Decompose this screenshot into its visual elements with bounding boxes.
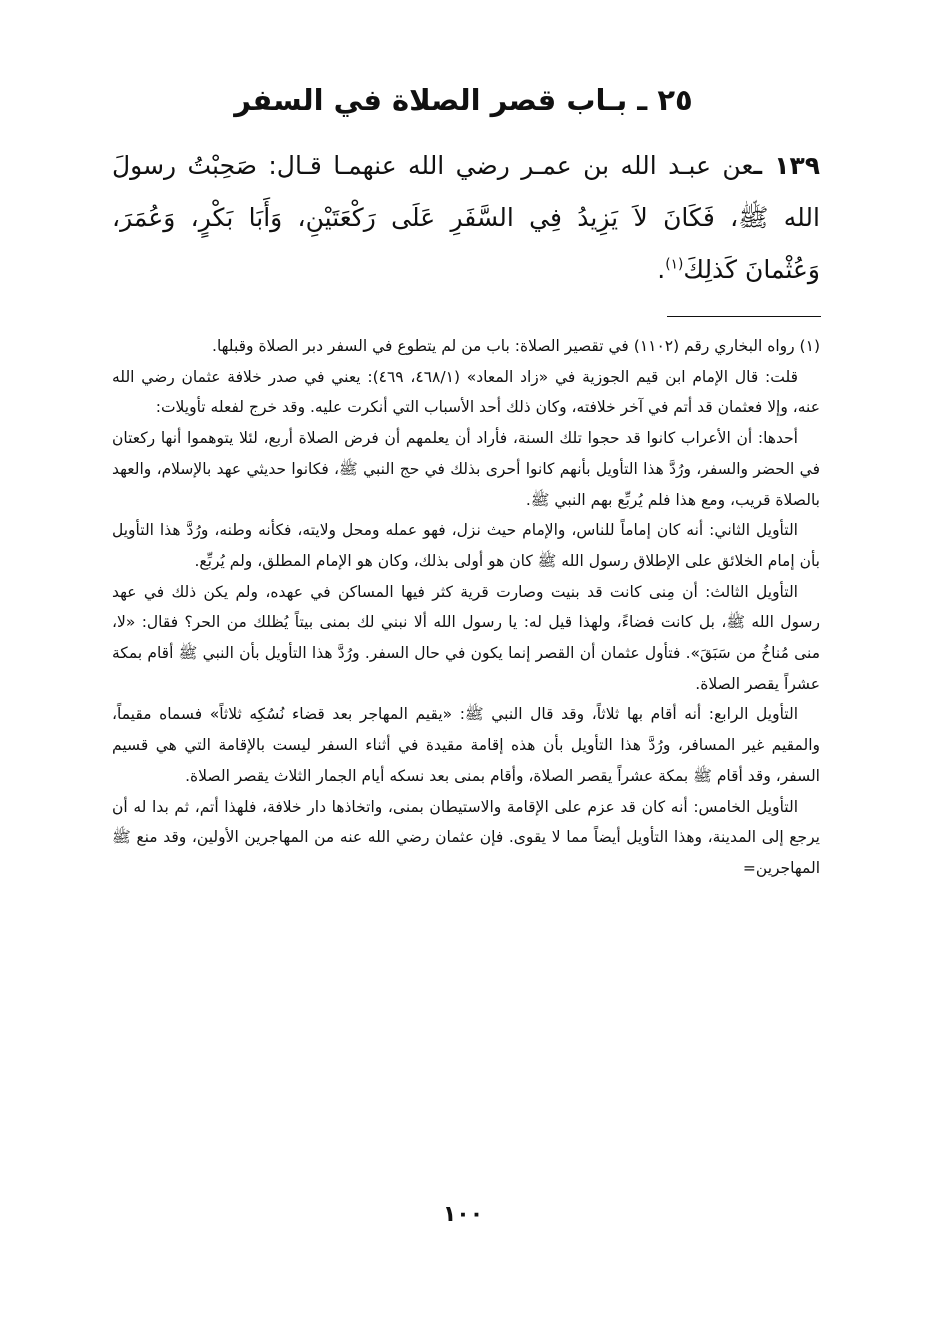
hadith-text: عن عبـد الله بن عمـر رضي الله عنهمـا قـال: صَحِبْتُ رسولَ الله ﷺ، فَكَانَ لاَ يَزِيدُ فِي السَّفَرِ عَلَى رَكْعَتَيْنِ، وَأَبَا بَكْرٍ، وَعُمَرَ، وَعُثْمانَ كَذلِكَ — [112, 151, 820, 284]
page-number: ١٠٠ — [442, 1202, 484, 1227]
chapter-title: ٢٥ ـ بـاب قصر الصلاة في السفر — [234, 83, 693, 117]
footnote-source: (١) رواه البخاري رقم (١١٠٢) في تقصير الصلاة: باب من لم يتطوع في السفر دبر الصلاة وقبلها. — [212, 337, 820, 355]
footnote-paragraph: أحدها: أن الأعراب كانوا قد حجوا تلك السنة، فأراد أن يعلمهم أن فرض الصلاة أربع، لئلا يتوهموا أنها ركعتان في الحضر والسفر، ورُدَّ هذا التأويل بأنهم كانوا أحرى بذلك في حج النبي ﷺ، فكانوا حديثي عهد بالإسلام، والعهد بالصلاة قريب، ومع هذا فلم يُربِّع بهم النبي ﷺ. — [112, 429, 820, 509]
footnote-paragraph: التأويل الخامس: أنه كان قد عزم على الإقامة والاستيطان بمنى، واتخاذها دار خلافة، فلهذا أتم، ثم بدا له أن يرجع إلى المدينة، وهذا التأويل أيضاً مما لا يقوى. فإن عثمان رضي الله عنه من المهاجرين الأولين، وقد منع ﷺ المهاجرين= — [112, 797, 820, 877]
hadith-end-period: . — [657, 255, 666, 284]
footnote-paragraph: التأويل الثاني: أنه كان إماماً للناس، والإمام حيث نزل، فهو عمله ومحل ولايته، فكأنه وطنه، ورُدَّ هذا التأويل بأن إمام الخلائق على الإطلاق رسول الله ﷺ كان هو أولى بذلك، وكان هو الإمام المطلق، ولم يُربِّع. — [112, 521, 820, 570]
hadith-text-block — [112, 140, 820, 296]
hadith-number: ١٣٩ ـ — [753, 151, 820, 180]
footnote-separator — [667, 316, 821, 317]
footnote-paragraph: التأويل الثالث: أن مِنى كانت قد بنيت وصارت قرية كثر فيها المساكن في عهده، ولم يكن ذلك في عهد رسول الله ﷺ، بل كانت فضاءً، ولهذا قيل له: يا رسول الله ألا نبني لك بمنى بيتاً يُظلك من الحر؟ فقال: «لا، منى مُناخُ من سَبَقَ». فتأول عثمان أن القصر إنما يكون في حال السفر. ورُدَّ هذا التأويل بأن النبي ﷺ أقام بمكة عشراً يقصر الصلاة. — [112, 582, 820, 693]
footnote-paragraph: التأويل الرابع: أنه أقام بها ثلاثاً، وقد قال النبي ﷺ: «يقيم المهاجر بعد قضاء نُسُكِه ثلاثاً» فسماه مقيماً، والمقيم غير المسافر، ورُدَّ هذا التأويل بأن هذه إقامة مقيدة في أثناء السفر ليست بالإقامة التي هي قسيم السفر، وقد أقام ﷺ بمكة عشراً يقصر الصلاة، وأقام بمنى بعد نسكه أيام الجمار الثلاث يقصر الصلاة. — [112, 705, 820, 785]
footnote-paragraph: قلت: قال الإمام ابن قيم الجوزية في «زاد المعاد» (٤٦٨/١، ٤٦٩): يعني في صدر خلافة عثمان رضي الله عنه، وإلا فعثمان قد أتم في آخر خلافته، وكان ذلك أحد الأسباب التي أنكرت عليه. وقد خرج لفعله تأويلات: — [112, 367, 820, 417]
footnotes-block — [112, 331, 820, 884]
footnote-marker: (١) — [665, 256, 684, 273]
